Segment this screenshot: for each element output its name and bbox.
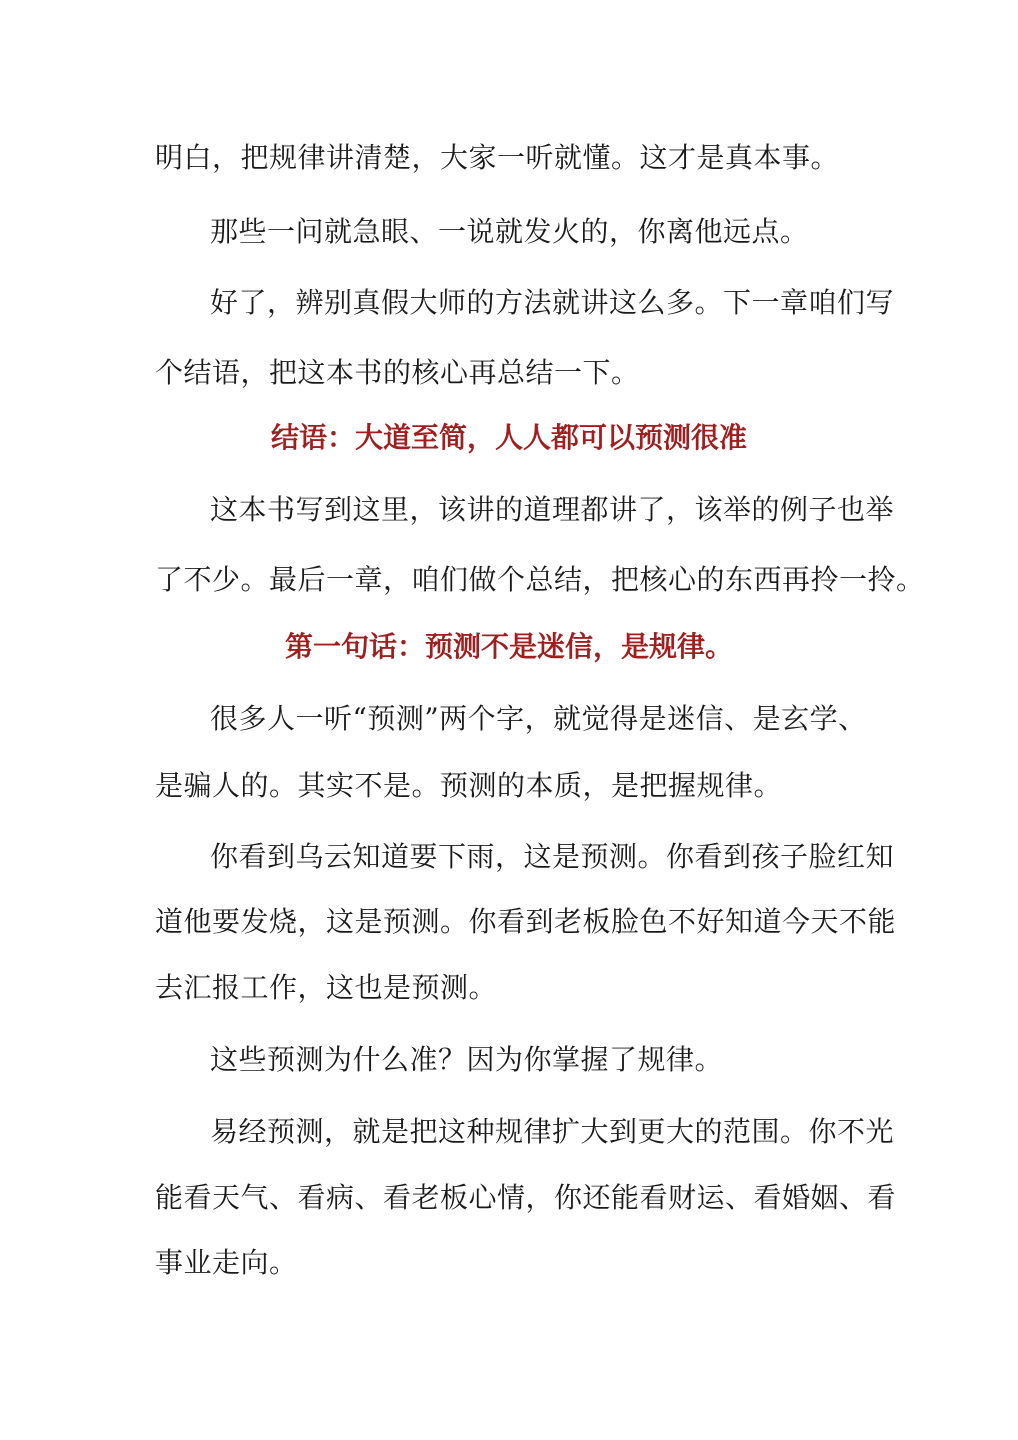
paragraph-line: 道他要发烧，这是预测。你看到老板脸色不好知道今天不能 xyxy=(155,905,897,938)
paragraph-line: 去汇报工作，这也是预测。 xyxy=(155,971,498,1004)
paragraph-line: 易经预测，就是把这种规律扩大到更大的范围。你不光 xyxy=(210,1115,895,1148)
paragraph-line: 这本书写到这里，该讲的道理都讲了，该举的例子也举 xyxy=(210,493,895,526)
paragraph-line: 能看天气、看病、看老板心情，你还能看财运、看婚姻、看 xyxy=(155,1181,897,1214)
paragraph-line: 很多人一听“预测”两个字，就觉得是迷信、是玄学、 xyxy=(210,702,867,735)
paragraph-line: 那些一问就急眼、一说就发火的，你离他远点。 xyxy=(210,215,809,248)
paragraph-line: 明白，把规律讲清楚，大家一听就懂。这才是真本事。 xyxy=(155,141,840,174)
paragraph-line: 事业走向。 xyxy=(155,1246,298,1279)
paragraph-line: 这些预测为什么准？因为你掌握了规律。 xyxy=(210,1043,724,1076)
paragraph-line: 你看到乌云知道要下雨，这是预测。你看到孩子脸红知 xyxy=(210,840,895,873)
paragraph-line: 了不少。最后一章，咱们做个总结，把核心的东西再拎一拎。 xyxy=(155,563,925,596)
section-heading-conclusion: 结语：大道至简，人人都可以预测很准 xyxy=(270,421,747,454)
paragraph-line: 是骗人的。其实不是。预测的本质，是把握规律。 xyxy=(155,769,783,802)
paragraph-line: 个结语，把这本书的核心再总结一下。 xyxy=(155,356,640,389)
section-heading-first-sentence: 第一句话：预测不是迷信，是规律。 xyxy=(284,630,733,663)
paragraph-line: 好了，辨别真假大师的方法就讲这么多。下一章咱们写 xyxy=(210,286,895,319)
